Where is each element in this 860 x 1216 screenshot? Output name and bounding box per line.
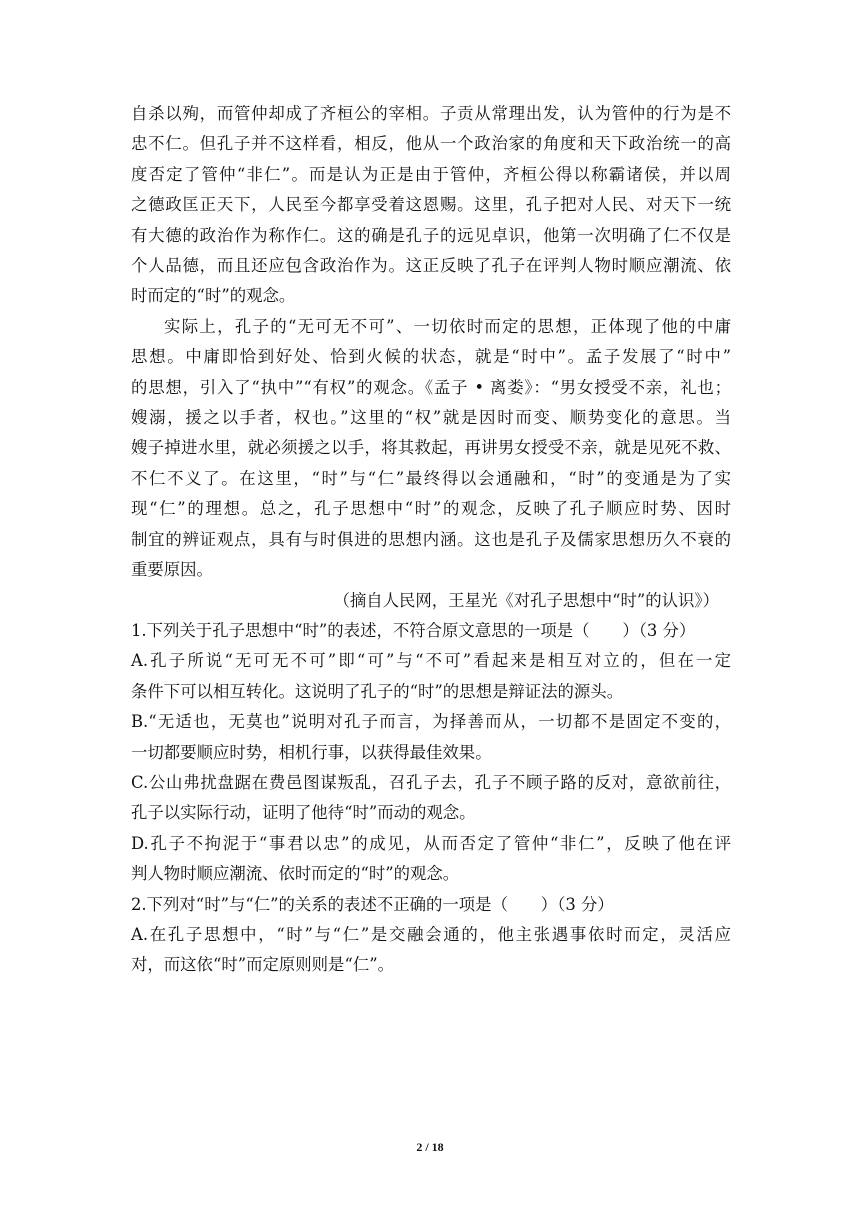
question-stem: 2.下列对“时”与“仁”的关系的表述不正确的一项是（ ）（3 分）	[131, 894, 614, 914]
text-line: 有大德的政治作为称作仁。这的确是孔子的远见卓识，他第一次明确了仁不仅是	[131, 225, 731, 245]
text-line: 嫂子掉进水里，就必须援之以手，将其救起，再讲男女授受不亲，就是见死不救、	[131, 438, 731, 458]
question-2	[131, 890, 731, 981]
option-c-cont: 孔子以实际行动，证明了他待“时”而动的观念。	[131, 803, 476, 823]
text-line: 度否定了管仲“非仁”。而是认为正是由于管仲，齐桓公得以称霸诸侯，并以周	[131, 164, 731, 184]
question-1	[131, 616, 731, 890]
page-number: 2 / 18	[416, 1140, 444, 1154]
option-d: D.孔子不拘泥于“事君以忠”的成见，从而否定了管仲“非仁”，反映了他在评	[131, 833, 731, 853]
text-line: 忠不仁。但孔子并不这样看，相反，他从一个政治家的角度和天下政治统一的高	[131, 134, 731, 154]
paragraph-2	[131, 312, 731, 586]
text-line: 个人品德，而且还应包含政治作为。这正反映了孔子在评判人物时顺应潮流、依	[131, 256, 731, 276]
option-a-cont: 对，而这依“时”而定原则则是“仁”。	[131, 955, 394, 975]
text-line: 自杀以殉，而管仲却成了齐桓公的宰相。子贡从常理出发，认为管仲的行为是不	[131, 104, 731, 123]
option-d-cont: 判人物时顺应潮流、依时而定的“时”的观念。	[131, 864, 460, 884]
paragraph-1	[131, 99, 731, 312]
text-line: 重要原因。	[131, 560, 213, 580]
text-line: 嫂溺，援之以手者，权也。”这里的“权”就是因时而变、顺势变化的意思。当	[131, 408, 731, 428]
text-line: 之德政匡正天下，人民至今都享受着这恩赐。这里，孔子把对人民、对天下一统	[131, 195, 731, 215]
option-b-cont: 一切都要顺应时势，相机行事，以获得最佳效果。	[131, 742, 492, 762]
text-line: 时而定的“时”的观念。	[131, 286, 296, 306]
option-b: B.“无适也，无莫也”说明对孔子而言，为择善而从，一切都不是固定不变的，	[131, 712, 731, 732]
text-line: 制宜的辨证观点，具有与时俱进的思想内涵。这也是孔子及儒家思想历久不衰的	[131, 529, 731, 549]
text-line: 的思想，引入了“执中”“有权”的观念。《孟子 • 离娄》：“男女授受不亲，礼也；	[131, 377, 731, 397]
option-c: C.公山弗扰盘踞在费邑图谋叛乱，召孔子去，孔子不顾子路的反对，意欲前往，	[131, 772, 731, 792]
text-line: 思想。中庸即恰到好处、恰到火候的状态，就是“时中”。孟子发展了“时中”	[131, 347, 731, 367]
text-line: 现“仁”的理想。总之，孔子思想中“时”的观念，反映了孔子顺应时势、因时	[131, 499, 731, 519]
source-citation: （摘自人民网，王星光《对孔子思想中“时”的认识》）	[333, 590, 719, 610]
text-line: 不仁不义了。在这里，“时”与“仁”最终得以会通融和，“时”的变通是为了实	[131, 468, 731, 488]
question-stem: 1.下列关于孔子思想中“时”的表述，不符合原文意思的一项是（ ）（3 分）	[131, 620, 696, 640]
option-a-cont: 条件下可以相互转化。这说明了孔子的“时”的思想是辩证法的源头。	[131, 681, 624, 701]
option-a: A.在孔子思想中，“时”与“仁”是交融会通的，他主张遇事依时而定，灵活应	[131, 924, 731, 944]
page-body	[131, 99, 731, 981]
option-a: A.孔子所说“无可无不可”即“可”与“不可”看起来是相互对立的，但在一定	[131, 651, 731, 671]
text-line: 实际上，孔子的“无可无不可”、一切依时而定的思想，正体现了他的中庸	[164, 316, 731, 336]
